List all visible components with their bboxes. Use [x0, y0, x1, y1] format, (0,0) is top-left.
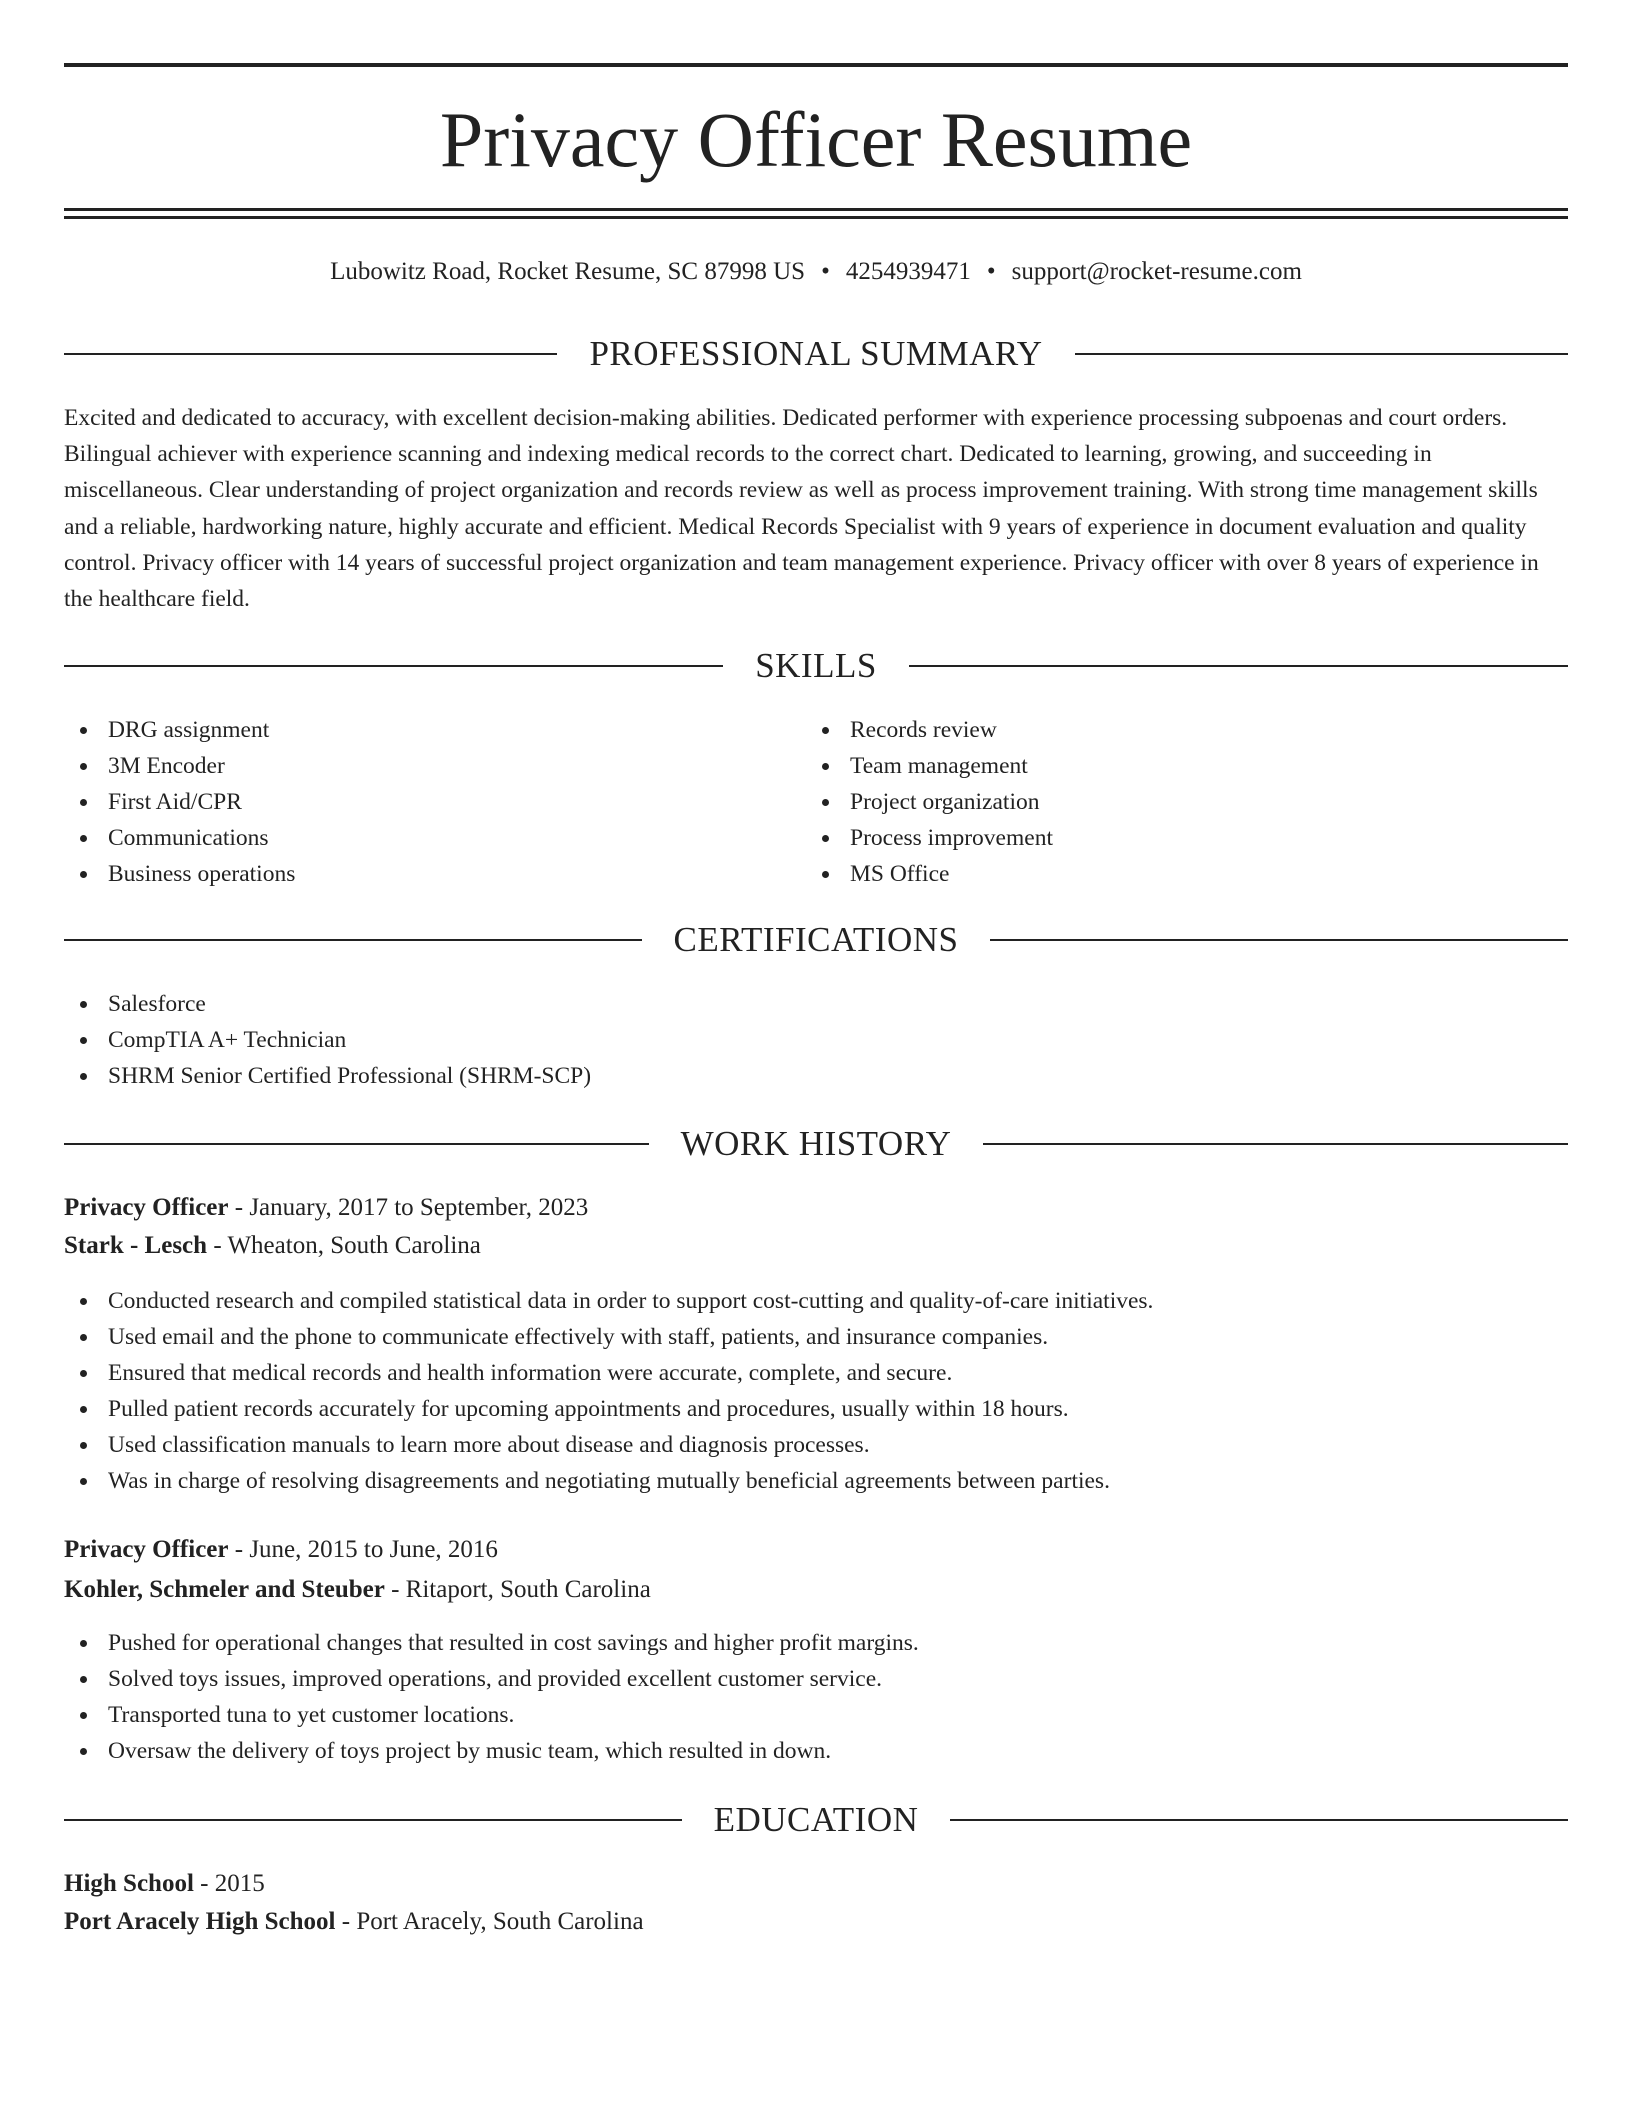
- list-item: Pulled patient records accurately for upcoming appointments and procedures, usually within 18 hours.: [64, 1391, 1564, 1427]
- list-item: First Aid/CPR: [64, 784, 764, 820]
- section-heading-skills: [64, 646, 1568, 686]
- education-degree-line: [64, 1866, 265, 1902]
- section-title: CERTIFICATIONS: [673, 920, 959, 959]
- education-degree: High School: [64, 1870, 194, 1897]
- education-location: Port Aracely, South Carolina: [356, 1908, 644, 1935]
- heading-rule: [64, 939, 642, 941]
- header-top-rule: [64, 63, 1568, 67]
- section-title: PROFESSIONAL SUMMARY: [589, 334, 1043, 373]
- list-item: Ensured that medical records and health information were accurate, complete, and secure.: [64, 1355, 1564, 1391]
- section-title: SKILLS: [755, 646, 877, 685]
- list-item: Conducted research and compiled statistical data in order to support cost-cutting and quality-of-care initiatives.: [64, 1283, 1564, 1319]
- heading-rule: [990, 939, 1568, 941]
- list-item: Salesforce: [64, 986, 1564, 1022]
- list-item: Communications: [64, 820, 764, 856]
- list-item: Project organization: [806, 784, 1506, 820]
- section-heading-education: [64, 1800, 1568, 1840]
- heading-rule: [983, 1143, 1568, 1145]
- job-bullets: [64, 1625, 1564, 1769]
- job-dates: June, 2015 to June, 2016: [249, 1536, 498, 1563]
- resume-title: Privacy Officer Resume: [439, 96, 1193, 183]
- education-year: 2015: [214, 1870, 265, 1897]
- job-title-line: [64, 1190, 588, 1226]
- heading-rule: [64, 1819, 682, 1821]
- contact-email: support@rocket-resume.com: [1011, 258, 1302, 285]
- list-item: Team management: [806, 748, 1506, 784]
- job-company: Stark - Lesch: [64, 1232, 208, 1259]
- skills-list-left: [64, 712, 764, 892]
- contact-phone: 4254939471: [845, 258, 971, 285]
- list-item: Transported tuna to yet customer locations.: [64, 1697, 1564, 1733]
- heading-rule: [64, 1143, 649, 1145]
- job-title: Privacy Officer: [64, 1536, 229, 1563]
- section-title: WORK HISTORY: [680, 1124, 952, 1163]
- list-item: Used email and the phone to communicate effectively with staff, patients, and insurance companies.: [64, 1319, 1564, 1355]
- job-company-line: [64, 1572, 651, 1608]
- job-location: Wheaton, South Carolina: [227, 1232, 481, 1259]
- list-item: SHRM Senior Certified Professional (SHRM-SCP): [64, 1058, 1564, 1094]
- dash: -: [234, 1536, 244, 1563]
- list-item: Oversaw the delivery of toys project by music team, which resulted in down.: [64, 1733, 1564, 1769]
- certifications-list: [64, 986, 1564, 1094]
- list-item: Business operations: [64, 856, 764, 892]
- list-item: CompTIA A+ Technician: [64, 1022, 1564, 1058]
- contact-separator: •: [986, 258, 996, 285]
- job-title: Privacy Officer: [64, 1194, 229, 1221]
- section-heading-summary: [64, 334, 1568, 374]
- skills-list-right: [806, 712, 1506, 892]
- job-company: Kohler, Schmeler and Steuber: [64, 1576, 385, 1603]
- heading-rule: [909, 665, 1568, 667]
- section-heading-certifications: [64, 920, 1568, 960]
- heading-rule: [64, 353, 557, 355]
- dash: -: [341, 1908, 351, 1935]
- contact-line: [64, 254, 1568, 290]
- job-company-line: [64, 1228, 481, 1264]
- header-bottom-rule-2: [64, 216, 1568, 219]
- list-item: Solved toys issues, improved operations, and provided excellent customer service.: [64, 1661, 1564, 1697]
- job-location: Ritaport, South Carolina: [405, 1576, 651, 1603]
- list-item: Process improvement: [806, 820, 1506, 856]
- education-school: Port Aracely High School: [64, 1908, 336, 1935]
- section-title: EDUCATION: [713, 1800, 919, 1839]
- job-bullets: [64, 1283, 1564, 1499]
- job-title-line: [64, 1532, 498, 1568]
- heading-rule: [64, 665, 723, 667]
- list-item: 3M Encoder: [64, 748, 764, 784]
- contact-separator: •: [821, 258, 830, 285]
- header-bottom-rule: [64, 208, 1568, 211]
- dash: -: [234, 1194, 244, 1221]
- summary-text: Excited and dedicated to accuracy, with excellent decision-making abilities. Dedicated performer with experience processing subpoenas and court orders. Bilingual achiever with experience scanning and indexing medical records to the correct chart. Dedicated to learning, growing, and succeeding in miscellaneous. Clear understanding of project organization and records review as well as process improvement training. With strong time management skills and a reliable, hardworking nature, highly accurate and efficient. Medical Records Specialist with 9 years of experience in document evaluation and quality control. Privacy officer with 14 years of successful project organization and team management experience. Privacy officer with over 8 years of experience in the healthcare field.: [64, 405, 1539, 613]
- list-item: Pushed for operational changes that resulted in cost savings and higher profit margins.: [64, 1625, 1564, 1661]
- contact-address: Lubowitz Road, Rocket Resume, SC 87998 US: [330, 258, 806, 285]
- list-item: Used classification manuals to learn more about disease and diagnosis processes.: [64, 1427, 1564, 1463]
- heading-rule: [950, 1819, 1568, 1821]
- job-dates: January, 2017 to September, 2023: [249, 1194, 589, 1221]
- list-item: MS Office: [806, 856, 1506, 892]
- list-item: DRG assignment: [64, 712, 764, 748]
- dash: -: [200, 1870, 209, 1897]
- dash: -: [391, 1576, 400, 1603]
- list-item: Was in charge of resolving disagreements and negotiating mutually beneficial agreements between parties.: [64, 1463, 1564, 1499]
- list-item: Records review: [806, 712, 1506, 748]
- heading-rule: [1075, 353, 1568, 355]
- education-school-line: [64, 1904, 644, 1940]
- dash: -: [213, 1232, 222, 1259]
- section-heading-work: [64, 1124, 1568, 1164]
